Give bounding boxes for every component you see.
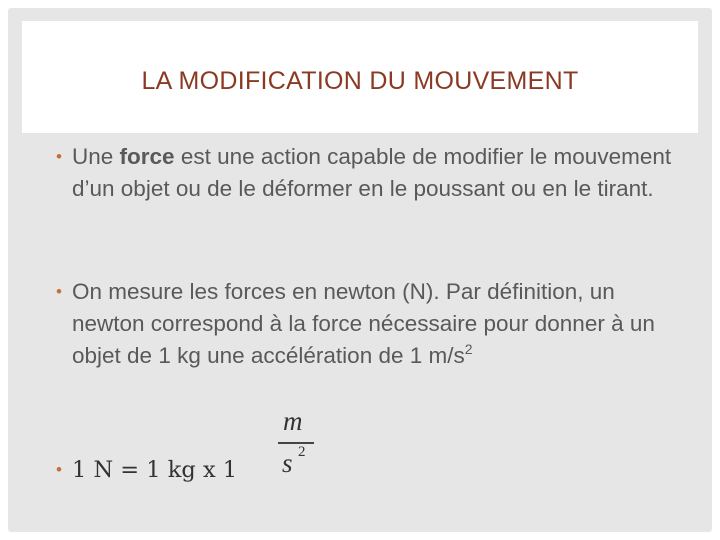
fraction-numerator: m <box>283 406 303 436</box>
fraction-bar <box>278 442 314 444</box>
bullet-text-pre: Une <box>72 144 120 169</box>
slide <box>8 8 712 532</box>
bullet-icon: • <box>56 147 62 166</box>
title-box <box>22 21 698 133</box>
superscript: 2 <box>464 340 473 357</box>
bullet-text <box>56 141 676 205</box>
bullet-force-definition <box>56 141 676 205</box>
bullet-text-bold: force <box>119 144 175 169</box>
bullet-text-post: est une action capable de modifier le mouvement d’un objet ou de le déformer en le poussant ou en le tirant. <box>72 144 672 201</box>
bullet-text-main: On mesure les forces en newton (N). Par définition, un newton correspond à la force nécessaire pour donner à un objet de 1 kg une accélération de 1 m/s <box>72 279 655 368</box>
fraction-exponent: 2 <box>298 444 306 460</box>
bullet-newton-definition <box>56 276 676 372</box>
bullet-icon: • <box>56 460 62 479</box>
bullet-text <box>56 276 676 372</box>
formula-text: 1 N = 1 kg x 1 <box>72 457 238 483</box>
fraction-m-per-s2 <box>278 406 318 486</box>
bullet-icon: • <box>56 282 62 301</box>
bullet-formula <box>56 454 676 486</box>
slide-title: LA MODIFICATION DU MOUVEMENT <box>141 67 579 95</box>
fraction-denominator: s <box>282 448 293 478</box>
